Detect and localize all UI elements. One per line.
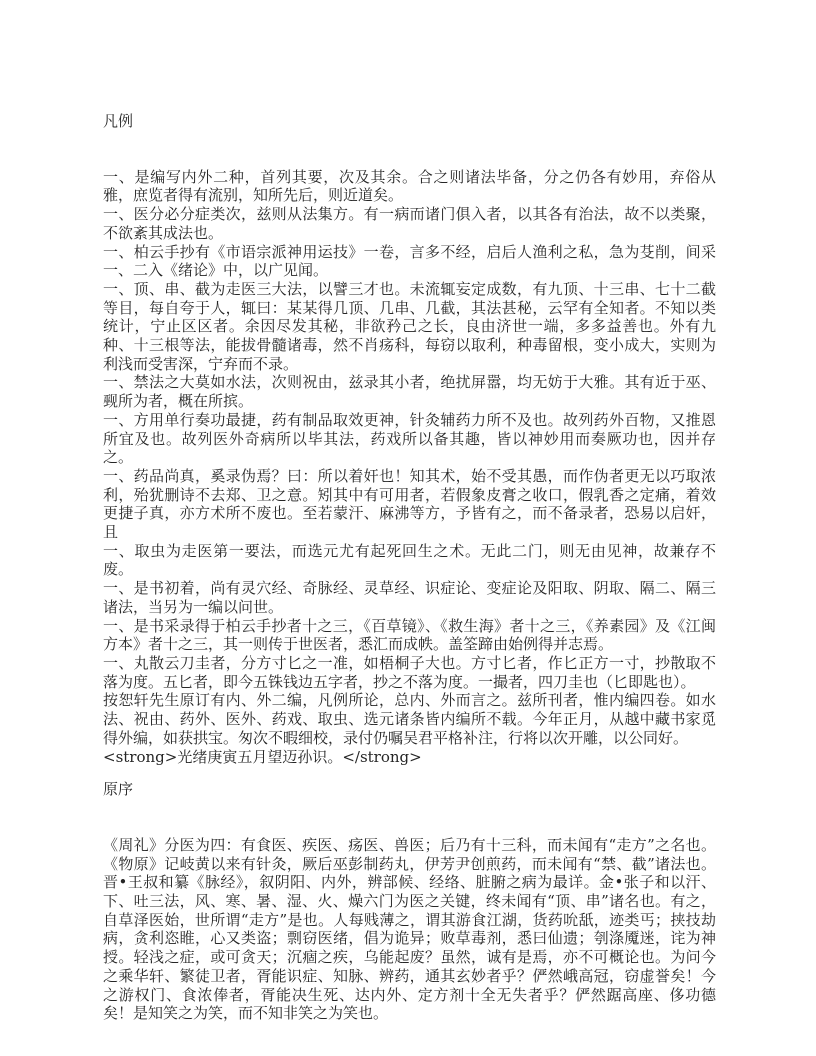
fanli-paragraph: 一、方用单行奏功最捷，药有制品取效更神，针灸辅药力所不及也。故列药外百物，又推恩所宜及也。故列医外奇病所以毕其法，药戏所以备其趣，皆以神妙用而奏厥功也，因并存之。 [103,410,716,467]
fanli-paragraph: 一、是编写内外二种，首列其要，次及其余。合之则诸法毕备，分之仍各有妙用，弃俗从雅，庶览者得有流别，知所先后，则近道矣。 [103,167,716,205]
yuanxu-paragraph: 《周礼》分医为四：有食医、疾医、疡医、兽医；后乃有十三科，而未闻有“走方”之名也。《物原》记岐黄以来有针灸，厥后巫彭制药丸，伊芳尹创煎药，而未闻有“禁、截”诸法也。晋•王叔和纂《脉经》，叙阴阳、内外，辨部候、经络、脏腑之病为最详。金•张子和以汗、下、吐三法，风、寒、暑、湿、火、燥六门为医之关键，终未闻有“顶、串”诸名也。有之，自草泽医始，世所谓“走方”是也。人每贱薄之，谓其游食江湖，货药吮舐，迹类丐；挟技劫病，贪利恣睢，心又类盗；剽窃医绪，倡为诡异；败草毒剂，悉曰仙遗；刳涤魇迷，诧为神授。轻浅之症，或可贪天；沉痼之疾，乌能起废？虽然，诚有是焉，亦不可概论也。为问今之乘华轩、繁徒卫者，胥能识症、知脉、辨药，通其玄妙者乎？俨然峨高冠，窃虚誉矣！今之游权门、食浓俸者，胥能决生死、达内外、定方剂十全无失者乎？俨然踞高座、侈功德矣！是知笑之为笑，而不知非笑之为笑也。 [103,835,716,1023]
document-content [103,112,716,1023]
section-yuanxu [103,780,716,1023]
fanli-paragraph: 按恕轩先生原订有内、外二编，凡例所论，总内、外而言之。兹所刊者，惟内编四卷。如水法、祝由、药外、医外、药戏、取虫、选元诸条皆内编所不载。今年正月，从越中藏书家觅得外编，如获拱宝。匆次不暇细校，录付仍嘱吴君平格补注，行将以次开雕，以公同好。 [103,691,716,747]
fanli-paragraph: 一、柏云手抄有《市语宗派神用运技》一卷，言多不经，启后人渔利之私，急为芟削，间采一、二入《绪论》中，以广见闻。 [103,242,716,280]
fanli-paragraph: 一、顶、串、截为走医三大法，以譬三才也。未流辄妄定成数，有九顶、十三串、七十二截等目，每自夸于人，辄曰：某某得几顶、几串、几截，其法甚秘，云罕有全知者。不知以类统计，宁止区区者。余因尽发其秘，非欲矜己之长，良由济世一端，多多益善也。外有九种、十三根等法，能拔骨髓诸毒，然不肖疡科，每窃以取利，种毒留根，变小成大，实则为利浅而受害深，宁弃而不录。 [103,279,716,373]
fanli-heading: 凡例 [103,112,134,130]
section-fanli [103,112,716,766]
fanli-paragraph: 一、是书初着，尚有灵穴经、奇脉经、灵草经、识症论、变症论及阳取、阴取、隔二、隔三诸法，当另为一编以问世。 [103,579,716,616]
fanli-paragraph: 一、丸散云刀圭者，分方寸匕之一准，如梧桐子大也。方寸匕者，作匕正方一寸，抄散取不落为度。五匕者，即今五铢钱边五字者，抄之不落为度。一撮者，四刀圭也（匕即匙也）。 [103,653,716,691]
fanli-paragraph: 一、是书采录得于柏云手抄者十之三，《百草镜》、《救生海》者十之三，《养素园》及《江闽方本》者十之三，其一则传于世医者，悉汇而成帙。盖筌蹄由始例得并志焉。 [103,616,716,654]
yuanxu-heading: 原序 [103,780,134,799]
fanli-paragraph: 一、取虫为走医第一要法，而选元尤有起死回生之术。无此二门，则无由见神，故兼存不废。 [103,541,716,579]
fanli-paragraph: 一、医分必分症类次，兹则从法集方。有一病而诸门俱入者，以其各有治法，故不以类聚，不欲紊其成法也。 [103,205,716,242]
fanli-paragraph: 一、药品尚真，奚录伪焉？曰：所以着奸也！知其术，始不受其愚，而作伪者更无以巧取浓利，殆犹删诗不去郑、卫之意。矧其中有可用者，若假象皮膏之收口，假乳香之定痛，着效更捷子真，亦方术所不废也。至若蒙汗、麻沸等方，予皆有之，而不备录者，恐易以启奸，且 [103,466,716,542]
fanli-paragraph: 一、禁法之大莫如水法，次则祝由，兹录其小者，绝扰屏嚣，均无妨于大雅。其有近于巫、觋所为者，概在所摈。 [103,373,716,411]
fanli-signature-line: <strong>光绪庚寅五月望迈孙识。</strong> [103,747,422,766]
